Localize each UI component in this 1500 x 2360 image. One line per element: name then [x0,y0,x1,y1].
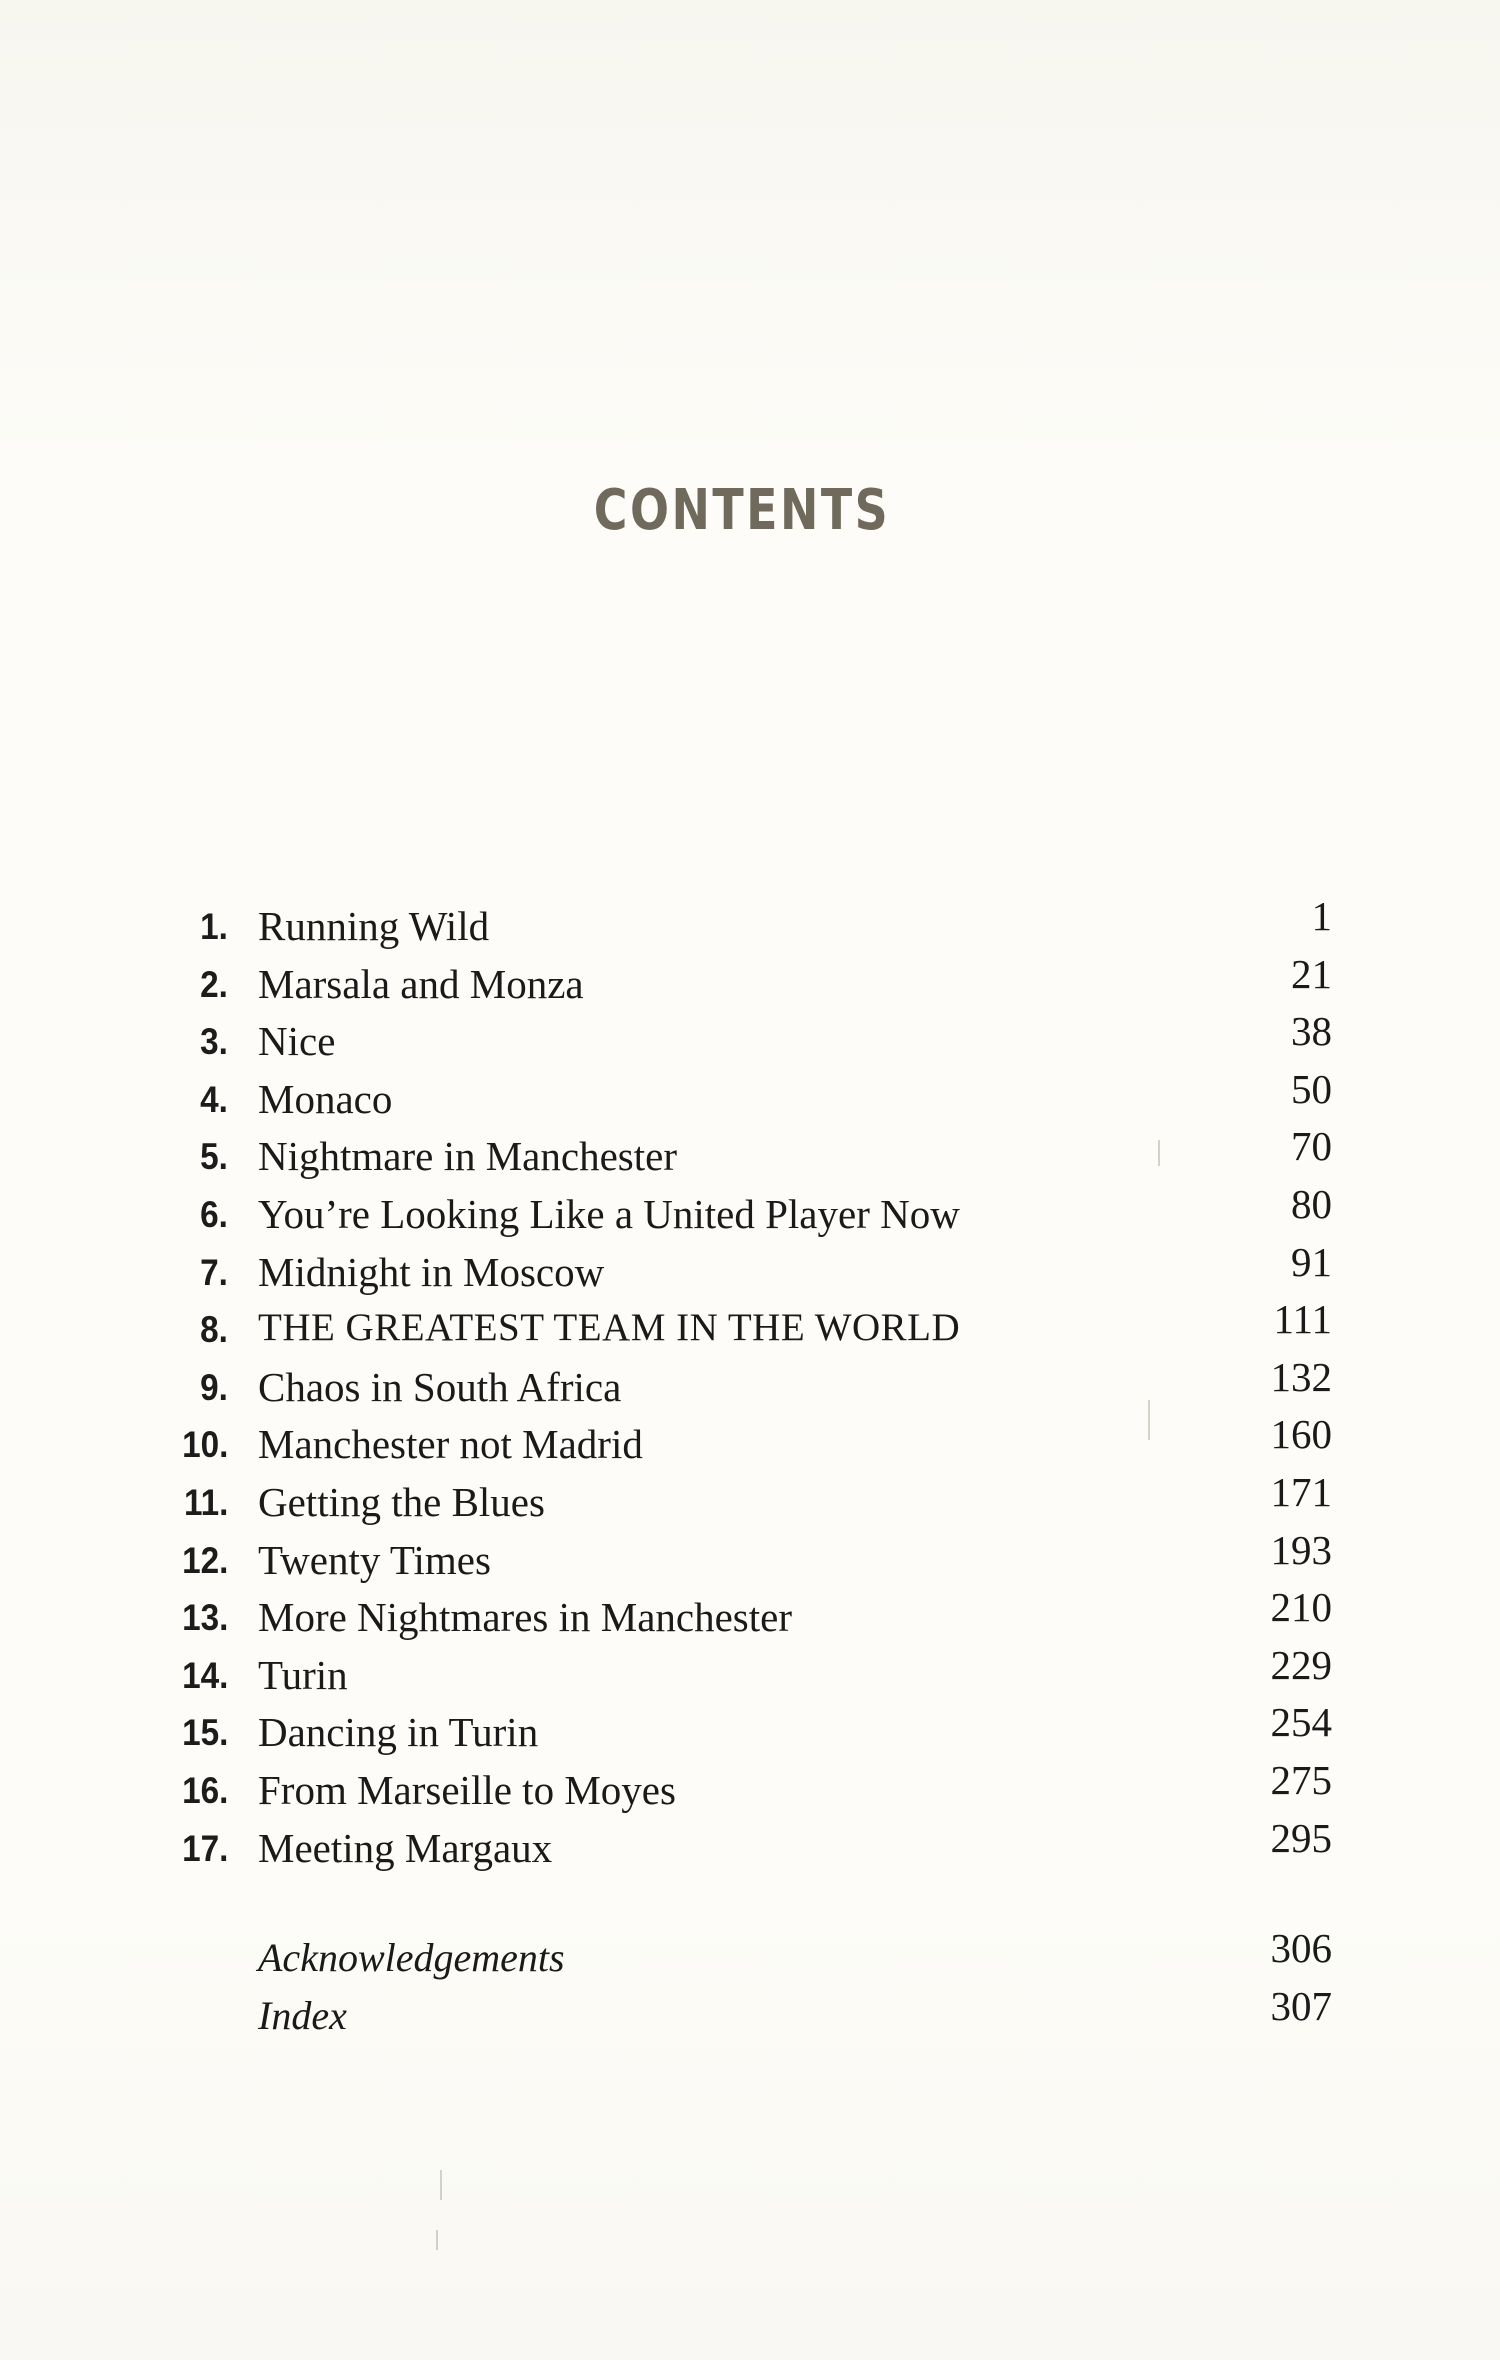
chapter-row [0,1699,1500,1760]
chapter-number: 17. [181,1827,228,1869]
chapter-row [0,1353,1500,1415]
chapter-page: 210 [1270,1584,1332,1631]
back-matter-page: 307 [1270,1982,1332,2029]
chapter-row [0,1065,1500,1127]
chapter-row [0,1296,1500,1357]
chapter-page: 91 [1291,1238,1332,1285]
scan-artifact [436,2230,438,2250]
chapter-title: Chaos in South Africa [258,1363,622,1410]
contents-heading: CONTENTS [593,478,891,543]
chapter-row [0,1641,1500,1703]
scan-artifact [440,2170,442,2200]
chapter-title: Manchester not Madrid [258,1421,643,1468]
back-matter-row [0,1925,1500,1986]
chapter-number: 12. [181,1539,228,1581]
chapter-number: 9. [200,1366,228,1408]
back-matter-list [0,1925,1500,2043]
chapter-number: 3. [200,1021,228,1063]
chapter-number: 8. [200,1309,228,1351]
chapter-row [0,1468,1500,1530]
chapter-row [0,1238,1500,1300]
chapter-number: 5. [200,1136,228,1178]
chapter-title: More Nightmares in Manchester [258,1594,792,1641]
chapter-number: 11. [183,1481,228,1523]
chapter-row [0,1008,1500,1069]
chapter-page: 50 [1291,1065,1332,1112]
chapter-title: You’re Looking Like a United Player Now [258,1190,960,1237]
chapter-page: 111 [1273,1296,1332,1343]
chapter-number: 15. [181,1712,228,1754]
chapter-number: 16. [181,1769,228,1811]
chapter-title: Twenty Times [258,1536,491,1583]
chapter-page: 160 [1270,1411,1332,1458]
chapter-row [0,1123,1500,1184]
chapter-page: 1 [1311,893,1332,939]
chapter-page: 70 [1291,1123,1332,1170]
chapter-number: 6. [200,1193,228,1235]
back-matter-page: 306 [1270,1925,1332,1971]
chapter-page: 229 [1270,1641,1332,1688]
chapter-row [0,1411,1500,1472]
chapter-title: Turin [258,1651,348,1698]
back-matter-row [0,1982,1500,2044]
scan-artifact [1148,1400,1150,1440]
chapter-page: 132 [1270,1353,1332,1400]
chapter-page: 21 [1291,950,1332,997]
chapter-page: 38 [1291,1008,1332,1055]
chapter-title: Nightmare in Manchester [258,1133,677,1180]
chapter-title: Nice [258,1018,336,1065]
chapter-number: 13. [181,1597,228,1639]
chapter-row [0,1814,1500,1876]
chapter-number: 10. [181,1424,228,1466]
back-matter-title: Acknowledgements [258,1935,565,1980]
chapter-title: Meeting Margaux [258,1824,553,1871]
chapter-page: 171 [1270,1468,1332,1515]
chapter-title: THE GREATEST TEAM IN THE WORLD [258,1306,961,1350]
chapter-row [0,1526,1500,1588]
chapter-page: 295 [1270,1814,1332,1861]
chapter-title: Monaco [258,1075,393,1122]
chapter-title: Midnight in Moscow [258,1248,605,1295]
chapter-title: Marsala and Monza [258,960,584,1007]
chapter-row [0,893,1500,954]
chapter-list [0,893,1500,1875]
chapter-title: Running Wild [258,903,490,949]
chapter-number: 1. [200,906,228,947]
chapter-row [0,1756,1500,1818]
chapter-page: 80 [1291,1180,1332,1227]
chapter-title: Dancing in Turin [258,1709,539,1756]
chapter-row [0,1180,1500,1242]
scan-artifact [1158,1140,1160,1166]
chapter-page: 275 [1270,1756,1332,1803]
chapter-title: Getting the Blues [258,1478,545,1525]
chapter-title: From Marseille to Moyes [258,1766,676,1813]
chapter-page: 193 [1270,1526,1332,1573]
chapter-page: 254 [1270,1699,1332,1746]
chapter-number: 14. [181,1654,228,1696]
chapter-row [0,1584,1500,1645]
chapter-number: 2. [200,963,228,1005]
chapter-number: 7. [200,1251,228,1293]
chapter-number: 4. [200,1078,228,1120]
chapter-row [0,950,1500,1012]
back-matter-title: Index [258,1992,347,2038]
